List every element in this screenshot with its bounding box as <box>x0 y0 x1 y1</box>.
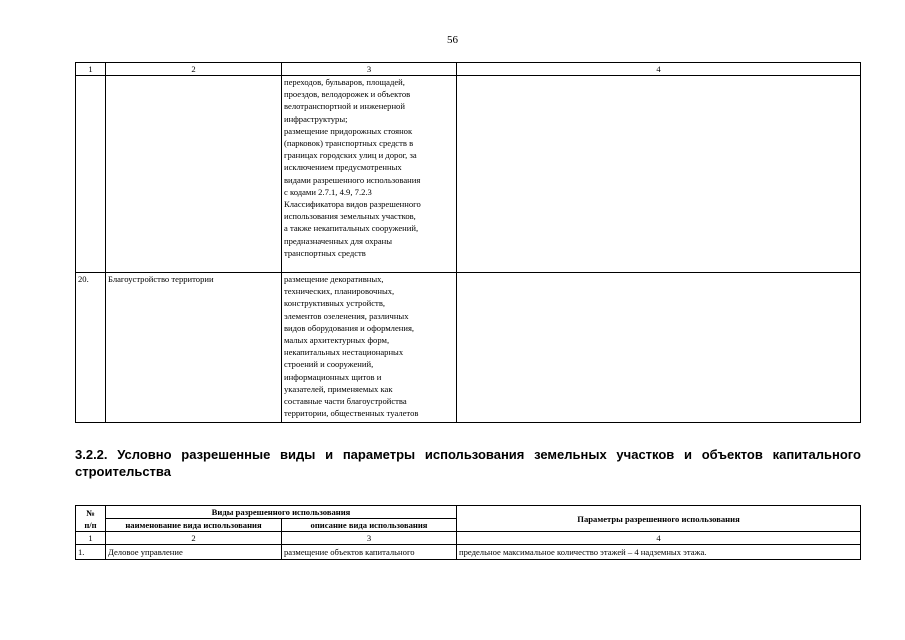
use-parameters <box>457 76 861 273</box>
column-number-2: 2 <box>106 532 282 545</box>
column-number-2: 2 <box>106 63 282 76</box>
page-number: 56 <box>447 34 458 46</box>
column-header-use-name: наименование вида использования <box>106 519 282 532</box>
column-number-3: 3 <box>282 63 457 76</box>
column-number-4: 4 <box>457 63 861 76</box>
table-row <box>76 76 861 273</box>
section-heading: 3.2.2. Условно разрешенные виды и параметры использования земельных участков и объектов капитального строительства <box>75 447 861 479</box>
row-number: 20. <box>76 273 106 423</box>
row-number <box>76 76 106 273</box>
column-number-3: 3 <box>282 532 457 545</box>
column-header-number: № п/п <box>76 506 106 532</box>
use-name: Благоустройство территории <box>106 273 282 423</box>
column-header-use-description: описание вида использования <box>282 519 457 532</box>
row-number: 1. <box>76 545 106 560</box>
use-name: Деловое управление <box>106 545 282 560</box>
table-row <box>76 545 861 560</box>
use-description: размещение декоративных, технических, планировочных, конструктивных устройств, элементов озеленения, различных видов оборудования и оформления, малых архитектурных форм, некапитальных нестационарных строений и сооружений, информационных щитов и указателей, применяемых как составные части благоустройства территории, общественных туалетов <box>282 273 457 423</box>
column-number-4: 4 <box>457 532 861 545</box>
column-number-row <box>76 63 861 76</box>
column-header-use-types: Виды разрешенного использования <box>106 506 457 519</box>
column-header-parameters: Параметры разрешенного использования <box>457 506 861 532</box>
use-parameters <box>457 273 861 423</box>
column-number-row <box>76 532 861 545</box>
column-number-1: 1 <box>76 532 106 545</box>
use-name <box>106 76 282 273</box>
use-description: размещение объектов капитального <box>282 545 457 560</box>
use-description: переходов, бульваров, площадей, проездов, велодорожек и объектов велотранспортной и инженерной инфраструктуры; размещение придорожных стоянок (парковок) транспортных средств в границах городских улиц и дорог, за исключением предусмотренных видами разрешенного использования с кодами 2.7.1, 4.9, 7.2.3 Классификатора видов разрешенного использования земельных участков, а также некапитальных сооружений, предназначенных для охраны транспортных средств <box>282 76 457 273</box>
column-number-1: 1 <box>76 63 106 76</box>
use-parameters: предельное максимальное количество этажей – 4 надземных этажа. <box>457 545 861 560</box>
conditional-uses-table <box>75 505 861 560</box>
permitted-uses-table-continued <box>75 62 861 423</box>
table-row <box>76 273 861 423</box>
